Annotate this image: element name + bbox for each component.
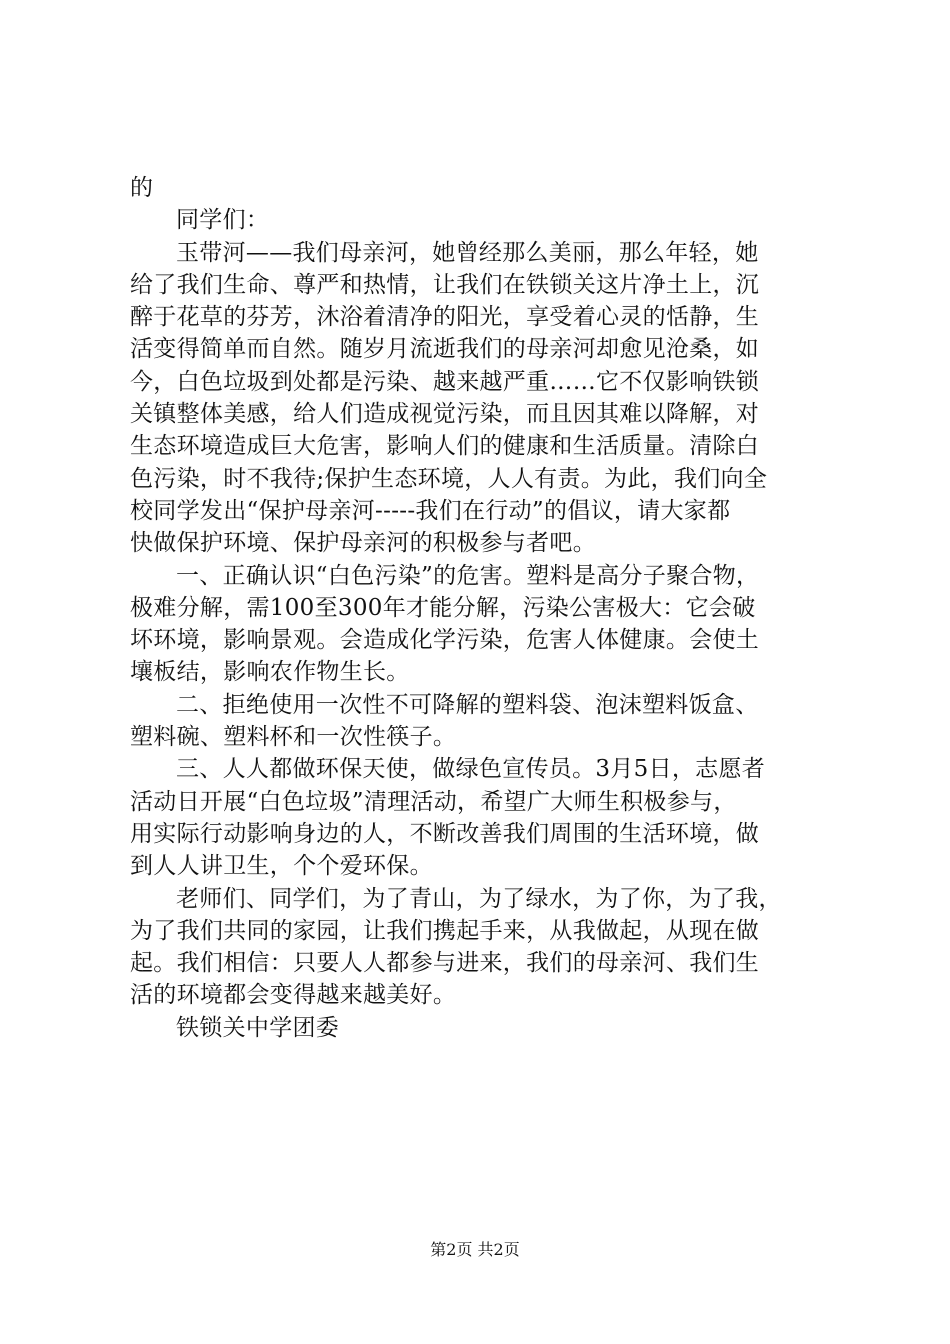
document-body — [130, 172, 830, 1044]
text-line: 壤板结，影响农作物生长。 — [130, 659, 410, 686]
text-line: 用实际行动影响身边的人，不断改善我们周围的生活环境，做 — [130, 820, 760, 847]
text-line: 老师们、同学们，为了青山，为了绿水，为了你，为了我， — [176, 885, 782, 912]
text-line: 校同学发出“保护母亲河-----我们在行动”的倡议，请大家都 — [130, 497, 731, 524]
page-footer — [0, 1240, 950, 1260]
signature-line: 铁锁关中学团委 — [176, 1014, 340, 1041]
text-line: 活的环境都会变得越来越美好。 — [130, 982, 457, 1009]
text-line: 为了我们共同的家园，让我们携起手来，从我做起，从现在做 — [130, 917, 760, 944]
page-number-label: 第2页 共2页 — [430, 1240, 520, 1259]
text-line: 三、人人都做环保天使，做绿色宣传员。3月5日，志愿者 — [176, 756, 766, 783]
text-line: 极难分解，需100至300年才能分解，污染公害极大：它会破 — [130, 594, 756, 621]
text-line: 玉带河——我们母亲河，她曾经那么美丽，那么年轻，她 — [176, 239, 759, 266]
text-line: 今，白色垃圾到处都是污染、越来越严重……它不仅影响铁锁 — [130, 368, 760, 395]
text-line: 塑料碗、塑料杯和一次性筷子。 — [130, 724, 457, 751]
text-line: 给了我们生命、尊严和热情，让我们在铁锁关这片净土上，沉 — [130, 271, 760, 298]
text-line: 起。我们相信：只要人人都参与进来，我们的母亲河、我们生 — [130, 950, 760, 977]
text-line: 二、拒绝使用一次性不可降解的塑料袋、泡沫塑料饭盒、 — [176, 691, 759, 718]
text-line: 活变得简单而自然。随岁月流逝我们的母亲河却愈见沧桑，如 — [130, 336, 760, 363]
text-line: 快做保护环境、保护母亲河的积极参与者吧。 — [130, 530, 596, 557]
text-line: 醉于花草的芬芳，沐浴着清净的阳光，享受着心灵的恬静，生 — [130, 304, 760, 331]
text-line: 色污染，时不我待;保护生态环境，人人有责。为此，我们向全 — [130, 465, 768, 492]
text-line: 坏环境，影响景观。会造成化学污染，危害人体健康。会使土 — [130, 627, 760, 654]
text-line: 一、正确认识“白色污染”的危害。塑料是高分子聚合物， — [176, 562, 760, 589]
text-line: 到人人讲卫生，个个爱环保。 — [130, 853, 433, 880]
salutation: 同学们： — [176, 207, 270, 234]
text-line: 活动日开展“白色垃圾”清理活动，希望广大师生积极参与， — [130, 788, 737, 815]
text-line: 的 — [130, 175, 154, 201]
text-line: 生态环境造成巨大危害，影响人们的健康和生活质量。清除白 — [130, 433, 760, 460]
text-line: 关镇整体美感，给人们造成视觉污染，而且因其难以降解，对 — [130, 401, 760, 428]
